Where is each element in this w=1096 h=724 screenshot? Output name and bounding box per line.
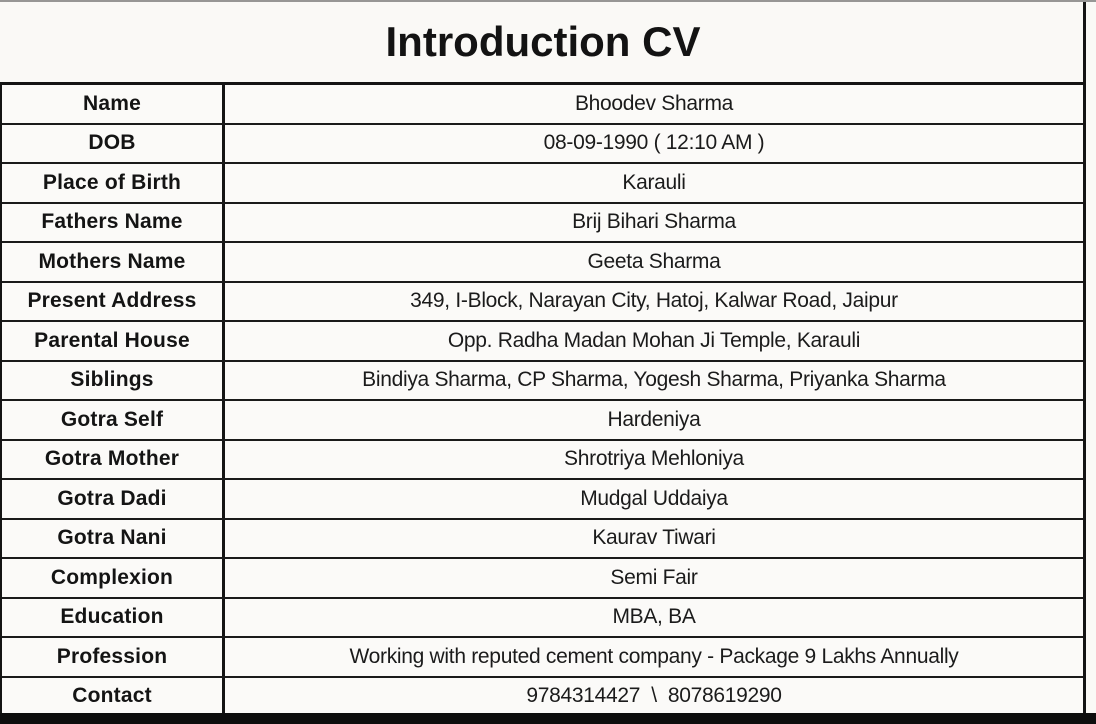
table-row [2,243,1083,283]
row-value: Geeta Sharma [587,249,721,273]
title-right-border [1083,2,1086,84]
row-label: Gotra Self [2,401,225,439]
row-label: Gotra Dadi [2,480,225,518]
row-label: Gotra Mother [2,441,225,479]
row-value: Brij Bihari Sharma [572,210,736,234]
row-value: Bindiya Sharma, CP Sharma, Yogesh Sharma, Priyanka Sharma [362,368,946,392]
row-label: Place of Birth [2,164,225,202]
title-row [0,2,1086,82]
row-value: 349, I-Block, Narayan City, Hatoj, Kalwar Road, Jaipur [410,289,898,313]
table-row [2,401,1083,441]
row-value: Bhoodev Sharma [574,91,734,115]
table-row [2,125,1083,165]
row-label: Name [2,85,225,123]
table-row [2,85,1083,125]
row-value: Karauli [622,170,686,194]
table-row [2,480,1083,520]
row-label: Mothers Name [2,243,225,281]
row-label: Fathers Name [2,204,225,242]
row-value: 08-09-1990 ( 12:10 AM ) [543,131,765,155]
table-row [2,638,1083,678]
row-value: Shrotriya Mehloniya [564,447,744,471]
table-row [2,520,1083,560]
page-title: Introduction CV [385,18,701,65]
row-value: MBA, BA [612,605,696,629]
table-row [2,441,1083,481]
row-value: Opp. Radha Madan Mohan Ji Temple, Karauli [447,328,861,352]
table-bottom-border [0,713,1096,724]
table-row [2,362,1083,402]
table-row [2,599,1083,639]
cv-table [0,82,1086,715]
row-label: Parental House [2,322,225,360]
row-label: Education [2,599,225,637]
row-value: Mudgal Uddaiya [580,486,728,510]
table-row [2,164,1083,204]
table-row [2,283,1083,323]
table-row [2,678,1083,716]
row-value: Semi Fair [610,565,698,589]
row-label: DOB [2,125,225,163]
row-label: Siblings [2,362,225,400]
row-label: Present Address [2,283,225,321]
table-row [2,322,1083,362]
table-row [2,559,1083,599]
row-label: Complexion [2,559,225,597]
row-label: Profession [2,638,225,676]
row-value: Working with reputed cement company - Package 9 Lakhs Annually [349,644,959,668]
row-value: Kaurav Tiwari [592,526,716,550]
row-label: Gotra Nani [2,520,225,558]
row-value: 9784314427 \ 8078619290 [526,684,782,708]
row-label: Contact [2,678,225,716]
table-row [2,204,1083,244]
row-value: Hardeniya [607,407,701,431]
